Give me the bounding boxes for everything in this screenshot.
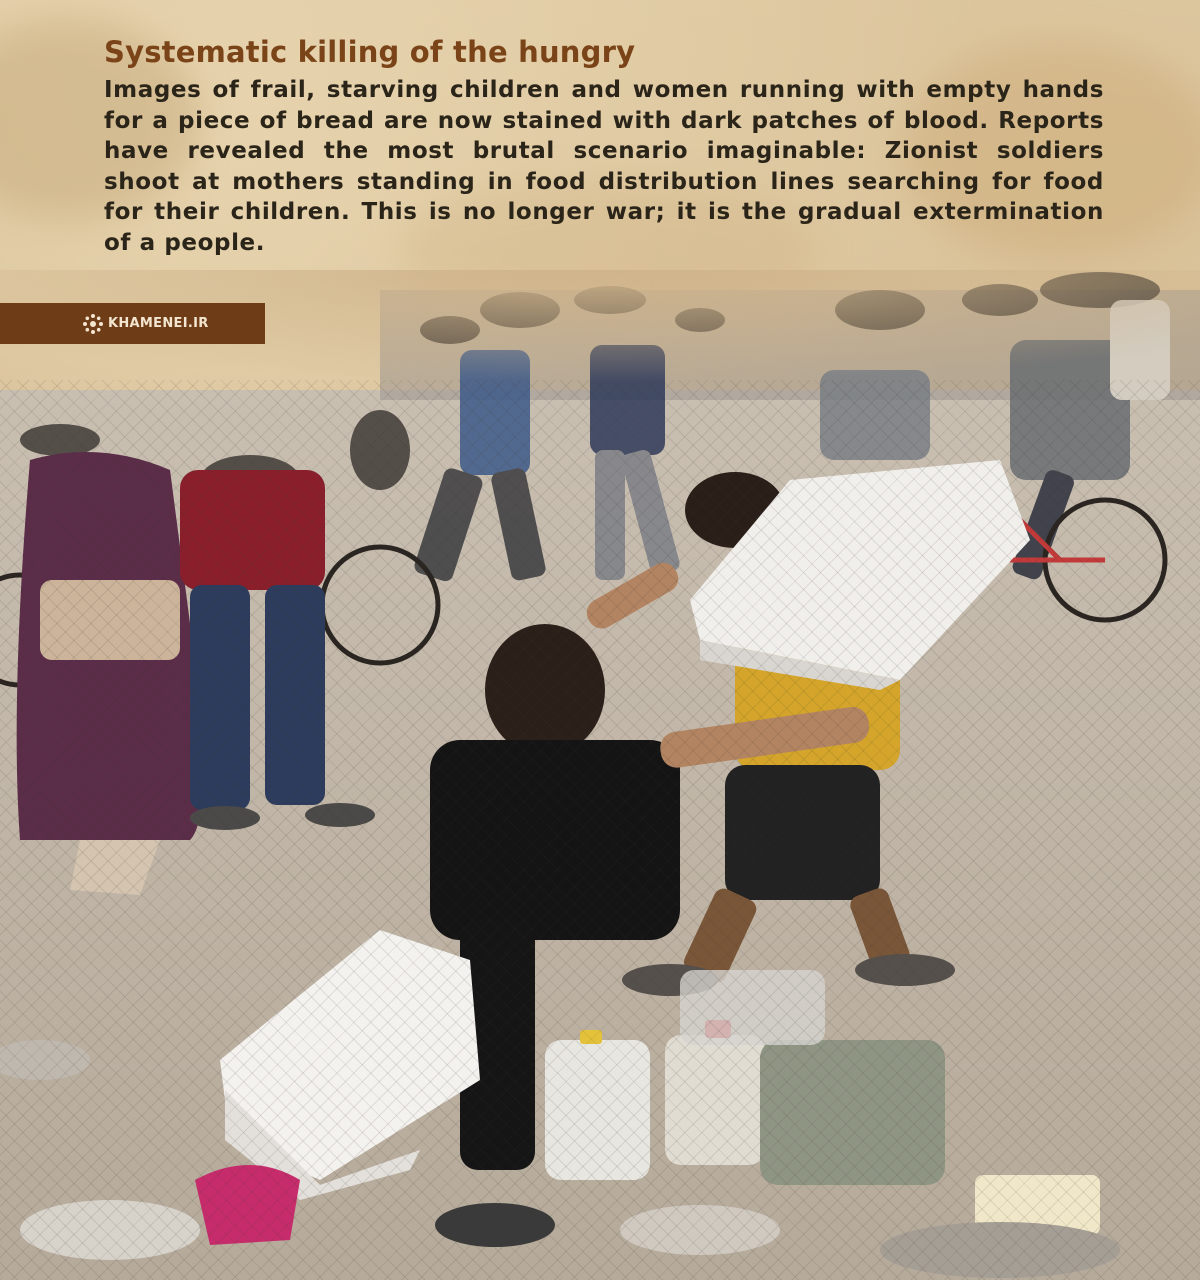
body-text: Images of frail, starving children and women running with empty hands for a piece of bread are now stained with dark patches of blood. Reports have revealed the most brutal scenario imaginable: Zionist soldiers shoot at mothers standing in food distribution lines searching for food for their children. This is no longer war; it is the gradual extermination of a people. xyxy=(104,77,1104,256)
parchment-fade xyxy=(0,270,1200,430)
logo-band[interactable] xyxy=(0,303,265,344)
woman-in-purple xyxy=(17,452,204,895)
logo-text: KHAMENEI.IR xyxy=(108,316,209,331)
khamenei-emblem-icon xyxy=(82,313,104,335)
headline: Systematic killing of the hungry xyxy=(104,35,636,69)
